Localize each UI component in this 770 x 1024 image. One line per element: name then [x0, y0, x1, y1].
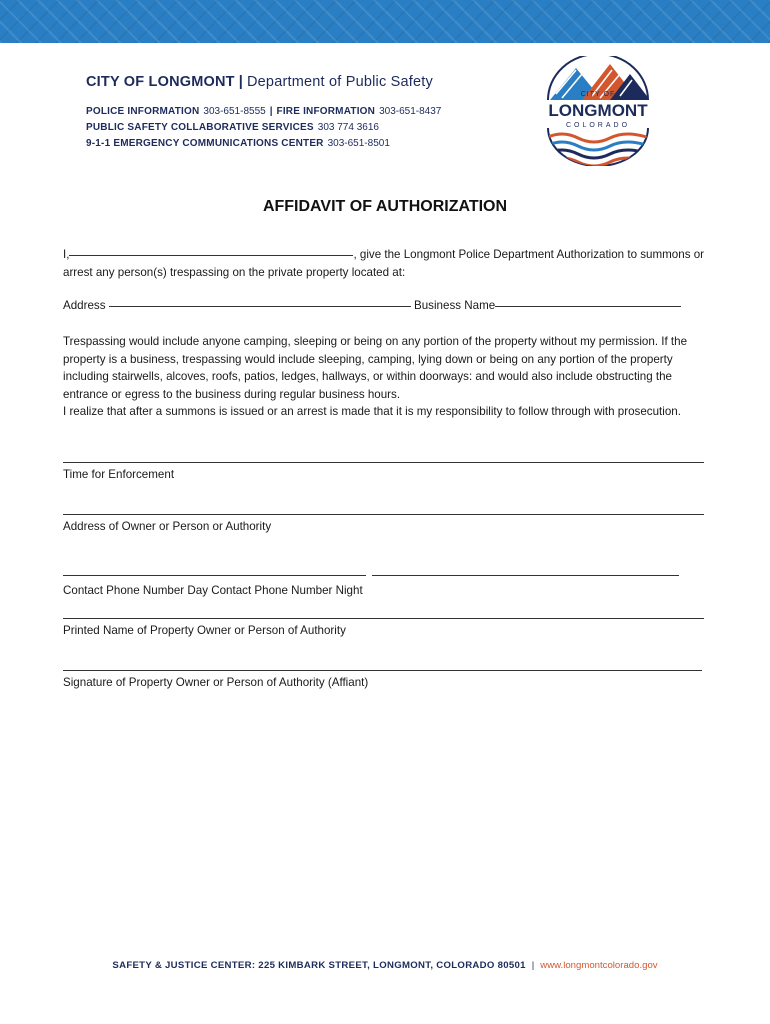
- longmont-logo: [532, 56, 664, 166]
- letterhead: [86, 74, 441, 152]
- fire-label: FIRE INFORMATION: [276, 106, 376, 117]
- police-label: POLICE INFORMATION: [86, 106, 200, 117]
- collab-label: PUBLIC SAFETY COLLABORATIVE SERVICES: [86, 122, 314, 133]
- top-banner: [0, 0, 770, 43]
- intro-prefix: I,: [63, 248, 70, 261]
- logo-name: LONGMONT: [548, 101, 648, 120]
- document-title: AFFIDAVIT OF AUTHORIZATION: [262, 198, 508, 215]
- footer-separator: |: [531, 960, 535, 971]
- trespass-paragraph: Trespassing would include anyone camping, sleeping or being on any portion of the property without my permission. If the property is a business, trespassing would include sleeping, camping, lying down or being on any portion of the property including stairwells, alcoves, roofs, patios, ledges, hallways, or within doorways: and would also include obstructing the entrance or egress to the business during regular business hours.: [63, 335, 688, 401]
- letterhead-title: [86, 74, 441, 90]
- emergency-label: 9-1-1 EMERGENCY COMMUNICATIONS CENTER: [86, 138, 324, 149]
- address-blank[interactable]: [109, 306, 411, 307]
- trespass-definition: [63, 333, 708, 421]
- phone-day-line[interactable]: [63, 575, 366, 576]
- owner-address-caption: Address of Owner or Person or Authority: [63, 520, 272, 533]
- logo-top-text: CITY OF: [580, 91, 616, 98]
- affiant-name-blank[interactable]: [69, 255, 353, 256]
- footer: [0, 960, 770, 971]
- signature-caption: Signature of Property Owner or Person of Authority (Affiant): [63, 676, 369, 689]
- signature-field: [63, 670, 708, 689]
- police-number: 303-651-8555: [203, 106, 266, 117]
- intro-suffix: , give the Longmont Police Department Authorization to summons or arrest any person(s) trespassing on the private property located at:: [63, 248, 705, 279]
- intro-statement: [63, 246, 708, 281]
- owner-address-line[interactable]: [63, 514, 704, 515]
- footer-address: SAFETY & JUSTICE CENTER: 225 KIMBARK STREET, LONGMONT, COLORADO 80501: [112, 960, 526, 971]
- contact-separator: |: [269, 106, 273, 117]
- phone-night-line[interactable]: [372, 575, 679, 576]
- contact-line-police-fire: [86, 104, 441, 120]
- printed-name-caption: Printed Name of Property Owner or Person of Authority: [63, 624, 346, 637]
- city-name: CITY OF LONGMONT: [86, 74, 235, 90]
- emergency-number: 303-651-8501: [327, 138, 390, 149]
- printed-name-line[interactable]: [63, 618, 704, 619]
- phone-field: [63, 566, 708, 597]
- time-field: [63, 462, 708, 481]
- time-caption: Time for Enforcement: [63, 468, 175, 481]
- responsibility-paragraph: I realize that after a summons is issued or an arrest is made that it is my responsibility to follow through with prosecution.: [63, 405, 681, 418]
- footer-url[interactable]: www.longmontcolorado.gov: [540, 960, 658, 971]
- contact-line-collab: [86, 120, 441, 136]
- fire-number: 303-651-8437: [379, 106, 442, 117]
- business-name-label: Business Name: [414, 299, 496, 312]
- printed-name-field: [63, 618, 708, 637]
- contact-line-emergency: [86, 136, 441, 152]
- phone-caption: Contact Phone Number Day Contact Phone Number Night: [63, 584, 363, 597]
- logo-sub-text: COLORADO: [565, 122, 631, 129]
- wave-pattern: [546, 134, 650, 166]
- signature-line[interactable]: [63, 670, 702, 671]
- title-separator: |: [238, 74, 243, 90]
- property-line: [63, 297, 708, 315]
- business-name-blank[interactable]: [495, 306, 681, 307]
- address-label: Address: [63, 299, 106, 312]
- collab-number: 303 774 3616: [317, 122, 379, 133]
- owner-address-field: [63, 514, 708, 533]
- department-name: Department of Public Safety: [247, 74, 433, 90]
- time-line[interactable]: [63, 462, 704, 463]
